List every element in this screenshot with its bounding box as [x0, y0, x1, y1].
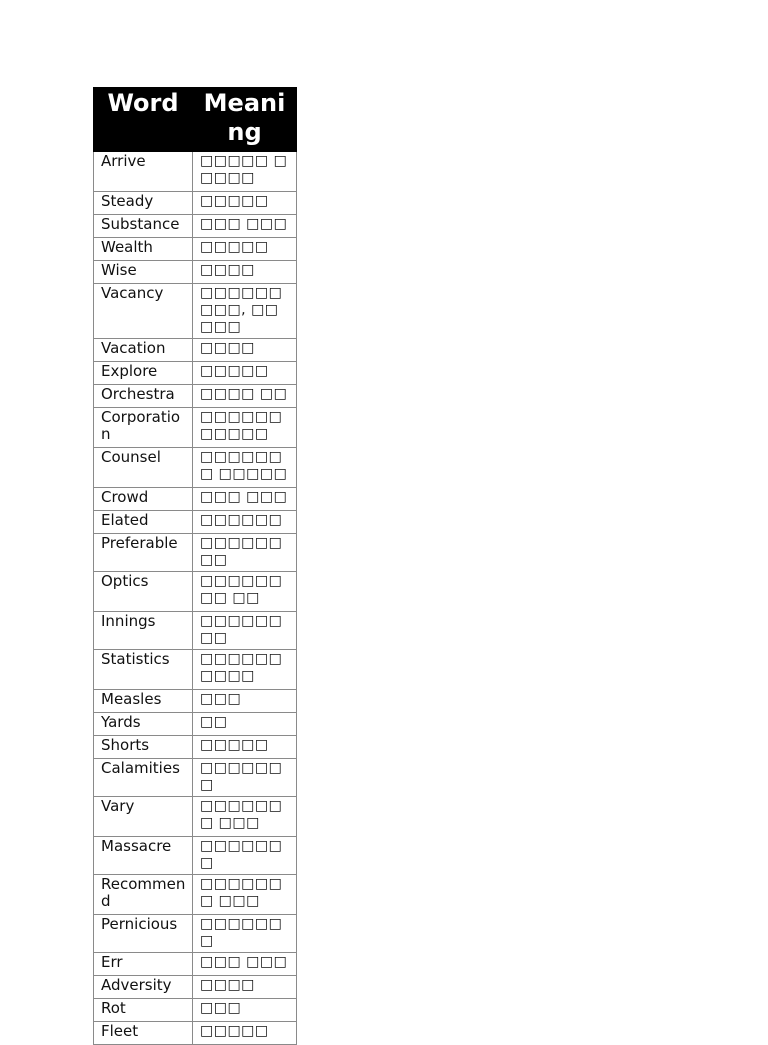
table-row [94, 339, 297, 362]
word-cell: Crowd [94, 488, 193, 511]
table-row [94, 690, 297, 713]
word-cell: Arrive [94, 152, 193, 192]
table-row [94, 572, 297, 612]
table-row [94, 215, 297, 238]
meaning-cell: □□□ □□□ [193, 488, 297, 511]
meaning-cell: □□□□□□□ □□□ [193, 875, 297, 915]
table-row [94, 650, 297, 690]
table-row [94, 192, 297, 215]
table-row [94, 976, 297, 999]
meaning-cell: □□□□□□□□□, □□□□□ [193, 284, 297, 339]
meaning-cell: □□□□□□□□ □□ [193, 572, 297, 612]
word-cell: Calamities [94, 759, 193, 797]
word-cell: Steady [94, 192, 193, 215]
meaning-cell: □□□□□ □□□□□ [193, 152, 297, 192]
table-row [94, 238, 297, 261]
header-word-label: Word [107, 89, 179, 117]
word-cell: Fleet [94, 1022, 193, 1045]
table-row [94, 488, 297, 511]
meaning-cell: □□□□□ [193, 238, 297, 261]
meaning-cell: □□□□ [193, 976, 297, 999]
table-row [94, 261, 297, 284]
meaning-cell: □□□□□□□ □□□ [193, 797, 297, 837]
table-row [94, 875, 297, 915]
header-meaning-label: Meani ng [203, 89, 286, 146]
word-cell: Yards [94, 713, 193, 736]
word-cell: Pernicious [94, 915, 193, 953]
meaning-cell: □□□ □□□ [193, 215, 297, 238]
word-cell: Statistics [94, 650, 193, 690]
meaning-cell: □□□ □□□ [193, 953, 297, 976]
table-row [94, 736, 297, 759]
word-cell: Vary [94, 797, 193, 837]
table-row [94, 385, 297, 408]
table-row [94, 612, 297, 650]
meaning-cell: □□□□ □□ [193, 385, 297, 408]
word-cell: Counsel [94, 448, 193, 488]
header-meaning [193, 88, 297, 152]
word-cell: Measles [94, 690, 193, 713]
meaning-cell: □□□□ [193, 339, 297, 362]
table-header-row [94, 88, 297, 152]
meaning-cell: □□□□□ [193, 192, 297, 215]
header-word [94, 88, 193, 152]
vocabulary-table [93, 87, 297, 1045]
word-cell: Substance [94, 215, 193, 238]
meaning-cell: □□□ [193, 999, 297, 1022]
meaning-cell: □□□□□□□ □□□□□ [193, 448, 297, 488]
table-row [94, 915, 297, 953]
table-row [94, 1022, 297, 1045]
table-row [94, 999, 297, 1022]
meaning-cell: □□□□□ [193, 736, 297, 759]
word-cell: Optics [94, 572, 193, 612]
meaning-cell: □□□□□□□ [193, 915, 297, 953]
table-row [94, 797, 297, 837]
meaning-cell: □□□□ [193, 261, 297, 284]
table-row [94, 953, 297, 976]
table-row [94, 362, 297, 385]
meaning-cell: □□□□□□□□□□□ [193, 408, 297, 448]
table-row [94, 534, 297, 572]
meaning-cell: □□□ [193, 690, 297, 713]
word-cell: Adversity [94, 976, 193, 999]
word-cell: Innings [94, 612, 193, 650]
table-row [94, 284, 297, 339]
word-cell: Shorts [94, 736, 193, 759]
word-cell: Rot [94, 999, 193, 1022]
word-cell: Preferable [94, 534, 193, 572]
meaning-cell: □□□□□□□ [193, 759, 297, 797]
meaning-cell: □□□□□□□□□□ [193, 650, 297, 690]
table-row [94, 511, 297, 534]
table-row [94, 448, 297, 488]
meaning-cell: □□□□□□ [193, 511, 297, 534]
meaning-cell: □□□□□ [193, 1022, 297, 1045]
table-row [94, 152, 297, 192]
word-cell: Recommen d [94, 875, 193, 915]
table-row [94, 713, 297, 736]
word-cell: Corporation [94, 408, 193, 448]
word-cell: Elated [94, 511, 193, 534]
word-cell: Orchestra [94, 385, 193, 408]
meaning-cell: □□□□□ [193, 362, 297, 385]
word-cell: Vacation [94, 339, 193, 362]
table-row [94, 408, 297, 448]
table-body [94, 152, 297, 1045]
meaning-cell: □□□□□□□□ [193, 534, 297, 572]
word-cell: Massacre [94, 837, 193, 875]
table-row [94, 837, 297, 875]
meaning-cell: □□□□□□□□ [193, 612, 297, 650]
word-cell: Vacancy [94, 284, 193, 339]
table-row [94, 759, 297, 797]
word-cell: Err [94, 953, 193, 976]
word-cell: Wise [94, 261, 193, 284]
word-cell: Explore [94, 362, 193, 385]
word-cell: Wealth [94, 238, 193, 261]
meaning-cell: □□□□□□□ [193, 837, 297, 875]
meaning-cell: □□ [193, 713, 297, 736]
